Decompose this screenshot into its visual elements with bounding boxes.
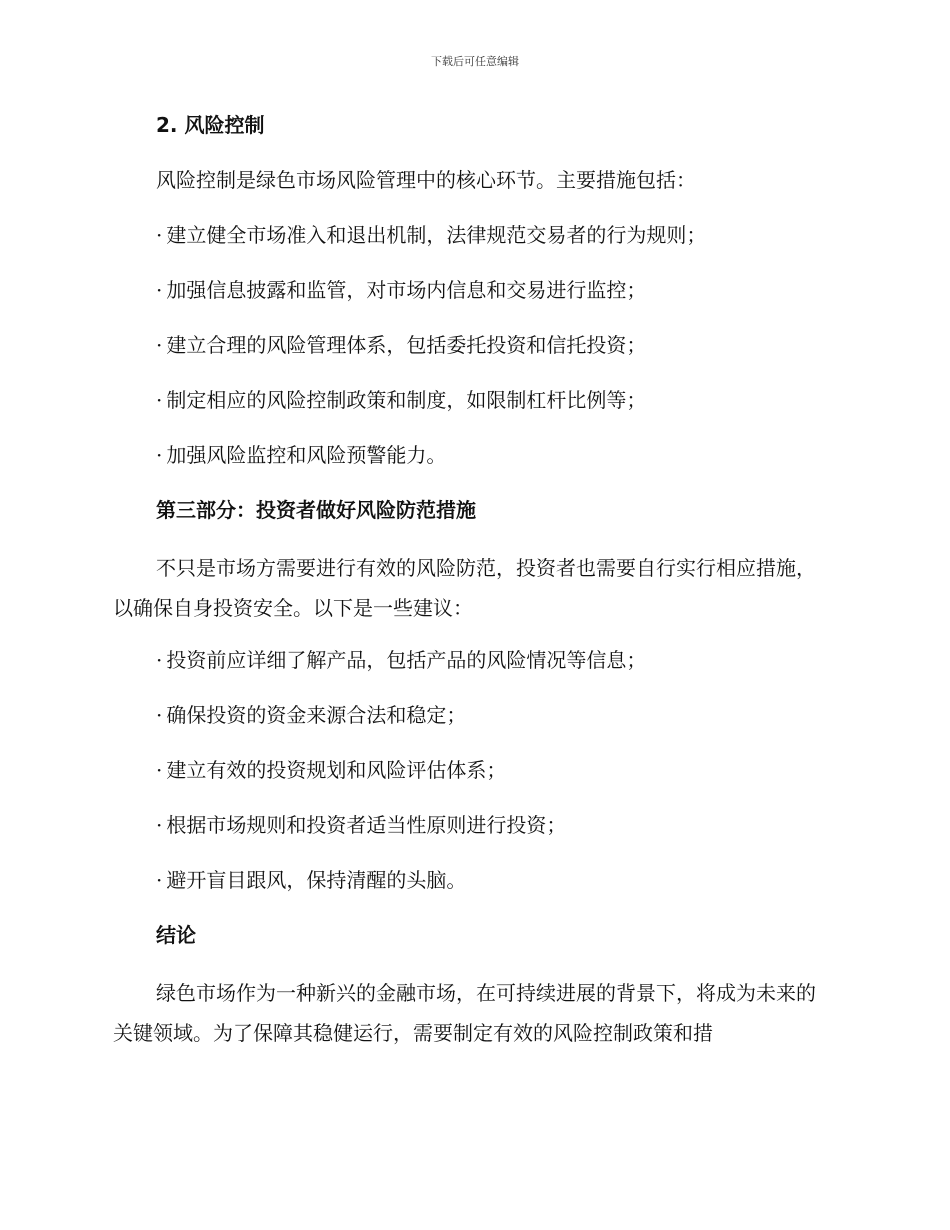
section-heading-risk-control: 2. 风险控制: [156, 113, 265, 137]
document-body: [113, 108, 833, 1068]
bullet: ·: [156, 443, 163, 467]
bullet: ·: [156, 813, 163, 837]
section-heading-investor-measures: 第三部分：投资者做好风险防范措施: [156, 498, 476, 522]
list-item: · 投资前应详细了解产品，包括产品的风险情况等信息；: [156, 648, 647, 672]
bullet: ·: [156, 388, 163, 412]
conclusion-paragraph: 绿色市场作为一种新兴的金融市场，在可持续进展的背景下，将成为未来的关键领域。为了保障其稳健运行，需要制定有效的风险控制政策和措: [113, 981, 816, 1045]
list-item: · 加强风险监控和风险预警能力。: [156, 443, 447, 467]
section-paragraph: 不只是市场方需要进行有效的风险防范，投资者也需要自行实行相应措施，以确保自身投资安全。以下是一些建议：: [113, 556, 816, 620]
bullet: ·: [156, 758, 163, 782]
bullet: ·: [156, 223, 163, 247]
list-item: · 建立合理的风险管理体系，包括委托投资和信托投资；: [156, 333, 647, 357]
list-item: · 根据市场规则和投资者适当性原则进行投资；: [156, 813, 567, 837]
list-item: · 建立健全市场准入和退出机制，法律规范交易者的行为规则；: [156, 223, 707, 247]
list-item: · 加强信息披露和监管，对市场内信息和交易进行监控；: [156, 278, 647, 302]
section-heading-conclusion: 结论: [156, 923, 196, 947]
bullet: ·: [156, 333, 163, 357]
list-item: · 确保投资的资金来源合法和稳定；: [156, 703, 467, 727]
bullet: ·: [156, 648, 163, 672]
page-header: 下载后可任意编辑: [431, 55, 519, 68]
bullet: ·: [156, 278, 163, 302]
section-intro: 风险控制是绿色市场风险管理中的核心环节。主要措施包括：: [156, 168, 696, 192]
bullet: ·: [156, 703, 163, 727]
list-item: · 建立有效的投资规划和风险评估体系；: [156, 758, 507, 782]
bullet: ·: [156, 868, 163, 892]
list-item: · 制定相应的风险控制政策和制度，如限制杠杆比例等；: [156, 388, 647, 412]
list-item: · 避开盲目跟风，保持清醒的头脑。: [156, 868, 467, 892]
